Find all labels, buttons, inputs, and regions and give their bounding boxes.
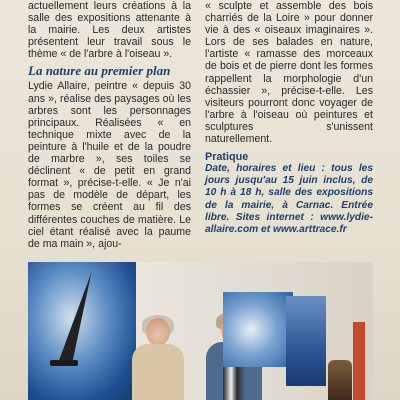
section-subheading: La nature au premier plan — [28, 63, 171, 79]
pratique-info: Date, horaires et lieu : tous les jours jusqu'au 15 juin inclus, de 10 h à 18 h, salle des expositions de la mairie, à Carnac. Entrée libre. Sites internet : www.lydie-allaire.com et www.arttrace.fr — [205, 163, 373, 235]
tree-painting — [223, 292, 293, 367]
sail-shape — [58, 272, 91, 362]
blue-painting — [286, 296, 326, 386]
article-photo — [28, 262, 373, 400]
sailboat-painting — [28, 262, 136, 400]
pratique-heading: Pratique — [205, 151, 249, 164]
left-column — [28, 0, 191, 250]
right-column — [205, 0, 373, 236]
intro-paragraph: actuellement leurs créations à la salle des expositions attenante à la mairie. Les deux artistes présentent leur travail sous le thème « de l'arbre à l'oiseau ». — [28, 0, 191, 61]
lydie-paragraph: Lydie Allaire, peintre « depuis 30 ans », réalise des paysages où les arbres sont les personnages principaux. Réalisées « en technique mixte avec de la peinture à l'huile et de la poudre de marbre », ses toiles se déclinent « de petit en grand format », précise-t-elle. « Je n'ai pas de modèle de départ, les formes se créent au fil des différentes couches de matière. Le ciel étant réalisé avec la paume de ma main », ajou- — [28, 80, 191, 250]
boat-shape — [50, 360, 78, 366]
wood-sculpture — [328, 360, 352, 400]
artist-left — [128, 318, 188, 400]
red-painting — [353, 322, 365, 400]
sculpture-paragraph: « sculpte et assemble des bois charriés de la Loire » pour donner vie à des « oiseaux imaginaires ». Lors de ses balades en nature, l'artiste « ramasse des morceaux de bois et de pierre dont les formes rappellent la morphologie d'un échassier », précise-t-elle. Les visiteurs pourront donc voyager de l'arbre à l'oiseau où peintures et sculptures s'unissent naturellement. — [205, 0, 373, 146]
